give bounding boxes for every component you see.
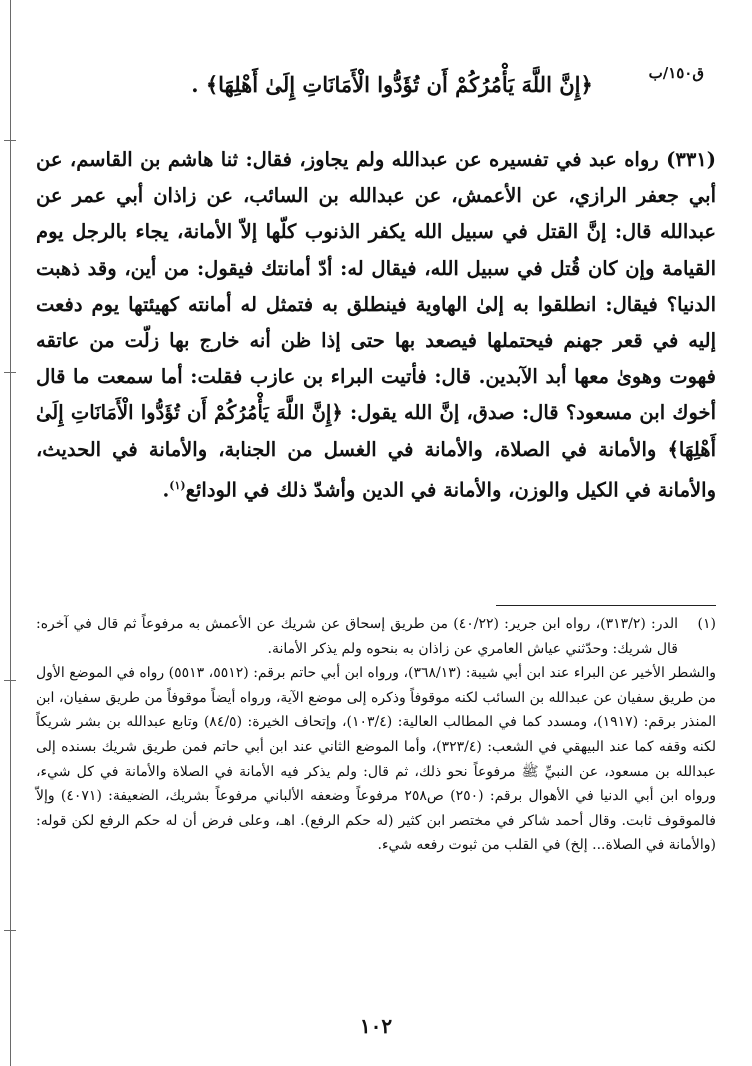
margin-tick (4, 372, 16, 373)
hadith-body: رواه عبد في تفسيره عن عبدالله ولم يجاوز، فقال: ثنا هاشم بن القاسم، عن أبي جعفر الرازي، عن الأعمش، عن عبدالله بن السائب، عن زاذان أبي عمر عن عبدالله قال: إنَّ القتل في سبيل الله يكفر الذنوب كلّها إلاّ الأمانة، يجاء بالرجل يوم القيامة وإن كان قُتل في سبيل الله، فيقال له: أدّ أمانتك فيقول: من أين، وقد ذهبت الدنيا؟ فيقال: انطلقوا به إلىٰ الهاوية فينطلق به فتمثل له أمانته كهيئتها يوم دفعت إليه في قعر جهنم فيحتملها فيصعد بها حتى إذا ظن أنه خارج بها زلّت من عاتقه فهوت وهوىٰ معها أبد الآبدين. قال: فأتيت البراء بن عازب فقلت: أما سمعت ما قال أخوك ابن مسعود؟ قال: صدق، إنَّ الله يقول: ﴿إِنَّ اللَّهَ يَأْمُرُكُمْ أَن تُؤَدُّوا الْأَمَانَاتِ إِلَىٰ أَهْلِهَا﴾ والأمانة في الصلاة، والأمانة في الغسل من الجنابة، والأمانة في الحديث، والأمانة في الكيل والوزن، والأمانة في الدين وأشدّ ذلك في الودائع (36, 148, 716, 502)
footnote-continuation: والشطر الأخير عن البراء عند ابن أبي شيبة: (٣٦٨/١٣)، ورواه ابن أبي حاتم برقم: (٥٥١٢، ٥٥١٣) رواه في الموضع الأول من طريق سفيان عن عبدالله بن السائب لكنه موقوفاً وذكره إلى موضع الآية، ورواه أيضاً موقوفاً من طريق سفيان، ابن المنذر برقم: (١٩١٧)، ومسدد كما في المطالب العالية: (١٠٣/٤)، وإتحاف الخيرة: (٨٤/٥) وتابع عبدالله بن بشر شريكاً لكنه وقفه كما عند البيهقي في الشعب: (٣٢٣/٤)، وأما الموضع الثاني عند ابن أبي حاتم فمن طريق شريك بسنده إلى عبدالله بن مسعود، عن النبيِّ ﷺ مرفوعاً نحو ذلك، ثم قال: ولم يذكر فيه الأمانة في الصلاة والأمانة في كل شيء، ورواه ابن أبي الدنيا في الأهوال برقم: (٢٥٠) ص٢٥٨ مرفوعاً وضعفه الألباني مرفوعاً بشريك، الضعيفة: (٤٠٧١) وإلاّ فالموقوف ثابت. وقال أحمد شاكر في مختصر ابن كثير (له حكم الرفع). اهـ، وعلى فرض أن له حكم الرفع لكن قوله: (والأمانة في الصلاة... إلخ) في القلب من ثبوت رفعه شيء. (36, 665, 717, 854)
main-text (36, 142, 716, 509)
footnote-reference: (١) (169, 478, 186, 492)
hadith-paragraph (36, 142, 716, 509)
footnotes (36, 612, 716, 858)
footnote-1 (36, 612, 716, 661)
page-number: ١٠٢ (359, 1014, 393, 1038)
hadith-end: . (162, 478, 170, 502)
margin-tick (4, 140, 16, 141)
header-verse: ﴿إِنَّ اللَّهَ يَأْمُرُكُمْ أَن تُؤَدُّوا الْأَمَانَاتِ إِلَىٰ أَهْلِهَا﴾ . (191, 72, 593, 97)
hadith-number: (٣٣١) (666, 148, 716, 171)
footnote-label: (١) (697, 616, 716, 632)
footnote-text: الدر: (٣١٣/٢)، رواه ابن جرير: (٤٠/٢٢) من طريق إسحاق عن شريك عن الأعمش به مرفوعاً ثم قال في آخره: قال شريك: وحدّثني عياش العامري عن زاذان به بنحوه ولم يذكر الأمانة. (36, 616, 678, 657)
manuscript-folio-marker: ق١٥٠/ب (648, 64, 704, 82)
margin-tick (4, 930, 16, 931)
footnote-separator (496, 605, 716, 606)
margin-tick (4, 680, 16, 681)
margin-rule (10, 0, 11, 1066)
